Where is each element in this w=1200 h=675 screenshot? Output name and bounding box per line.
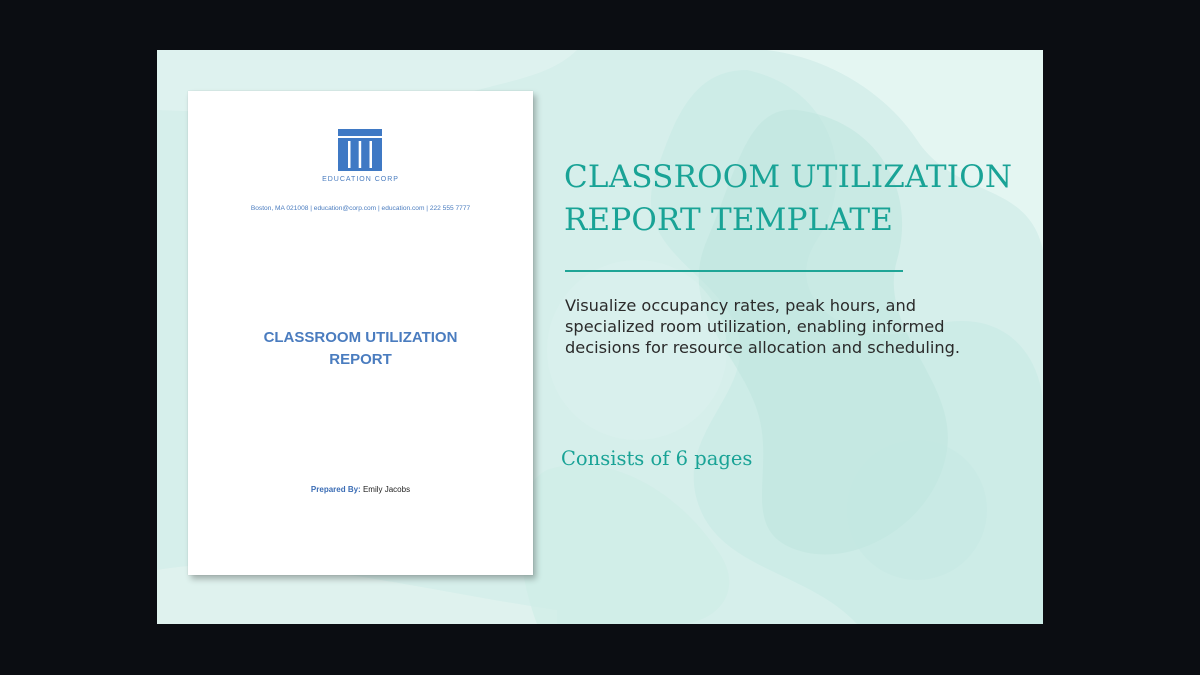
page-count: Consists of 6 pages	[561, 447, 753, 470]
preview-panel	[157, 50, 1043, 624]
promo-headline-line-1: CLASSROOM UTILIZATION	[564, 159, 1013, 195]
promo-headline	[564, 156, 1034, 242]
report-title-line-2: REPORT	[329, 351, 392, 368]
headline-divider	[565, 270, 903, 272]
report-title	[188, 327, 533, 371]
prepared-by-label: Prepared By:	[310, 485, 361, 494]
prepared-by-name: Emily Jacobs	[362, 485, 411, 494]
company-name: EDUCATION CORP	[322, 176, 399, 183]
report-title-line-1: CLASSROOM UTILIZATION	[263, 329, 458, 346]
contact-line: Boston, MA 021008 | education@corp.com | education.com | 222 555 7777	[250, 205, 471, 212]
promo-headline-line-2: REPORT TEMPLATE	[564, 202, 894, 238]
prepared-by	[188, 485, 533, 494]
columns-building-icon	[338, 129, 382, 171]
promo-description: Visualize occupancy rates, peak hours, and specialized room utilization, enabling informed decisions for resource allocation and scheduling.	[565, 296, 961, 357]
report-cover-page	[188, 91, 533, 575]
